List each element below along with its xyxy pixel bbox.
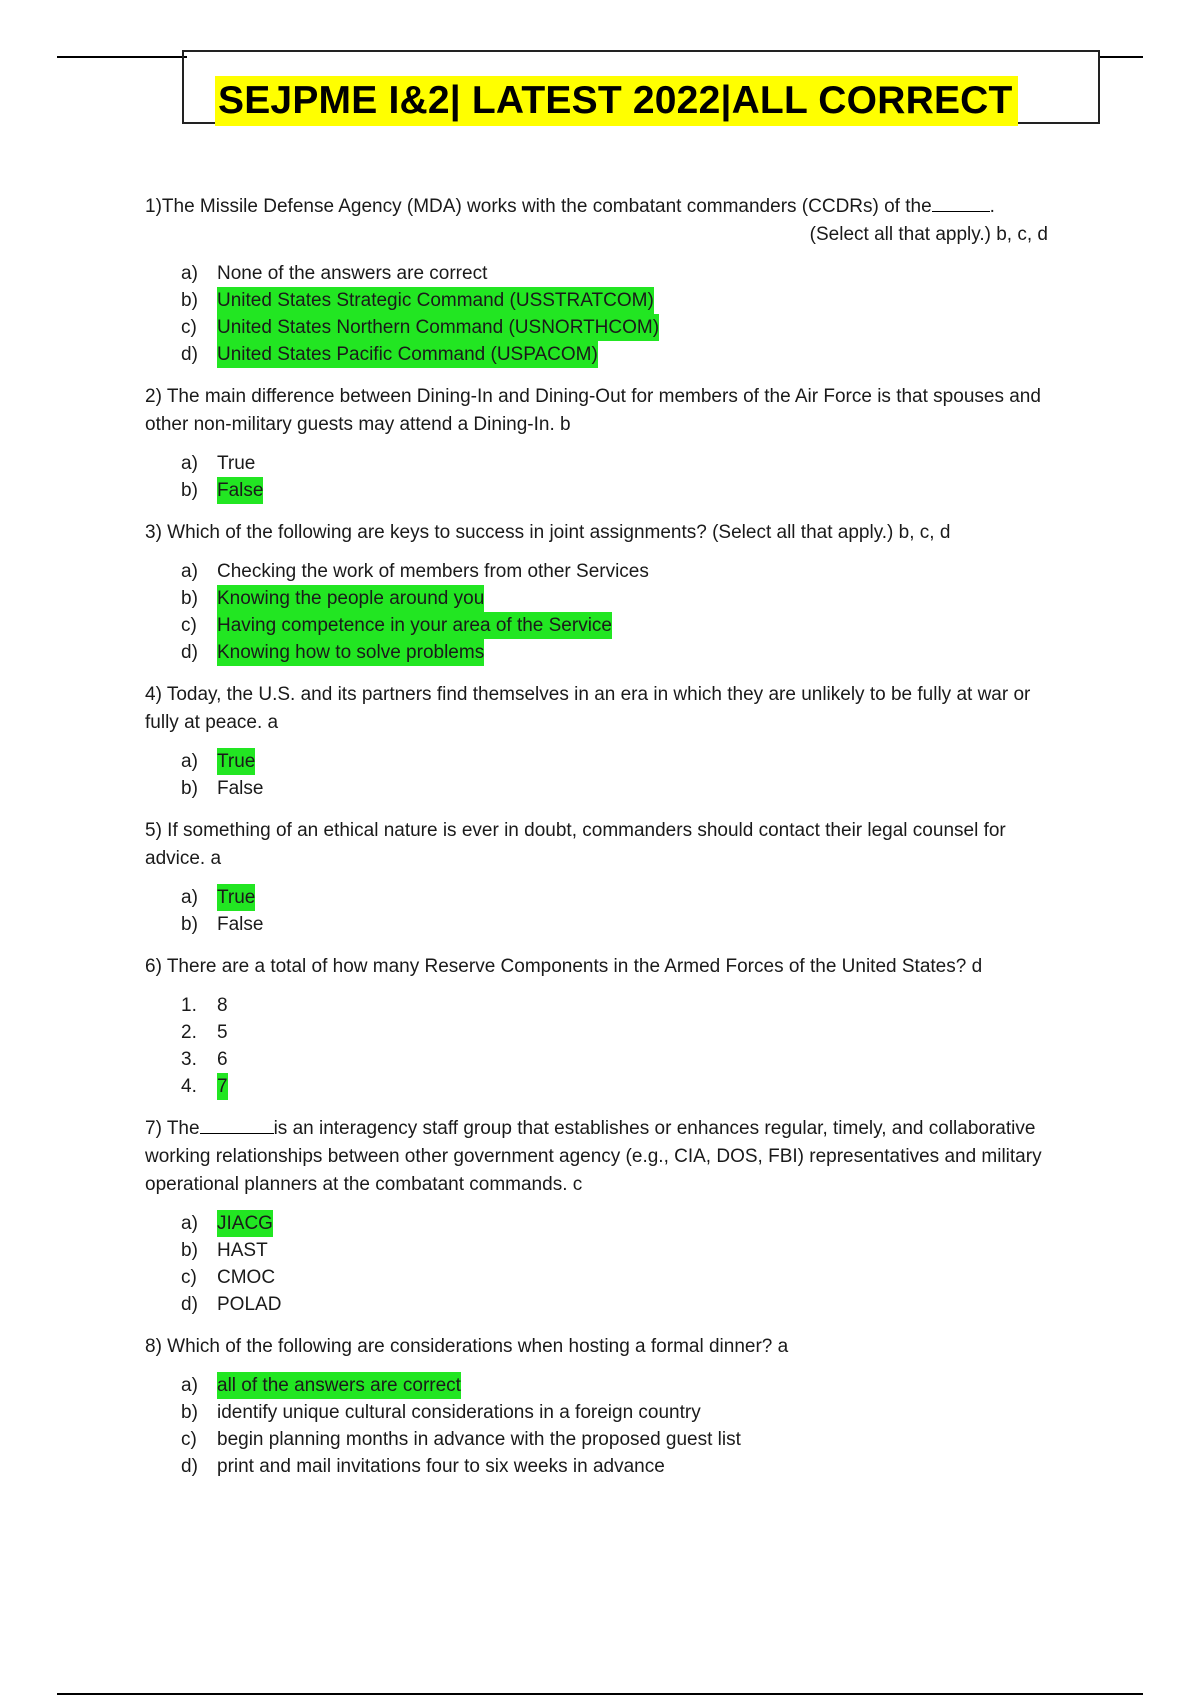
option: b) HAST: [181, 1240, 268, 1261]
option-correct: 4. 7: [181, 1073, 1050, 1100]
page-title: SEJPME I&2| LATEST 2022|ALL CORRECT: [215, 76, 1018, 126]
question-8-text: 8) Which of the following are considerations when hosting a formal dinner? a: [145, 1336, 789, 1357]
question-3-text: 3) Which of the following are keys to success in joint assignments? (Select all that apply.) b, c, d: [145, 522, 951, 543]
option-correct: a) all of the answers are correct: [181, 1372, 1050, 1399]
question-3-options: [181, 558, 1050, 666]
question-8-options: [181, 1372, 1050, 1480]
question-2: [145, 383, 1050, 504]
option-correct: b) Knowing the people around you: [181, 585, 1050, 612]
option-correct: b) United States Strategic Command (USSTRATCOM): [181, 287, 1050, 314]
question-7-text: 7) The is an interagency staff group that establishes or enhances regular, timely, and collaborative working relationships between other government agency (e.g., CIA, DOS, FBI) representatives and military operational planners at the combatant commands. c: [145, 1115, 1050, 1199]
option: 3. 6: [181, 1049, 228, 1070]
option: c) CMOC: [181, 1267, 276, 1288]
option-correct: d) United States Pacific Command (USPACOM): [181, 341, 1050, 368]
option-correct: c) Having competence in your area of the Service: [181, 612, 1050, 639]
option: b) False: [181, 914, 264, 935]
question-5-text: 5) If something of an ethical nature is ever in doubt, commanders should contact their legal counsel for advice. a: [145, 820, 1006, 869]
top-rule-right: [1100, 56, 1143, 58]
question-3: [145, 519, 1050, 666]
question-7-options: [181, 1210, 1050, 1318]
option: b) False: [181, 778, 264, 799]
option: b) identify unique cultural considerations in a foreign country: [181, 1402, 701, 1423]
option-correct: c) United States Northern Command (USNORTHCOM): [181, 314, 1050, 341]
question-1-instruction: (Select all that apply.) b, c, d: [809, 224, 1048, 245]
question-4-options: [181, 748, 1050, 802]
question-6: [145, 953, 1050, 1100]
option-correct: a) JIACG: [181, 1210, 1050, 1237]
option: c) begin planning months in advance with the proposed guest list: [181, 1429, 741, 1450]
option: 2. 5: [181, 1022, 228, 1043]
option: 1. 8: [181, 995, 228, 1016]
question-4: [145, 681, 1050, 802]
option: d) print and mail invitations four to six weeks in advance: [181, 1456, 665, 1477]
question-list: [145, 193, 1050, 1480]
option-correct: b) False: [181, 477, 1050, 504]
question-5: [145, 817, 1050, 938]
question-6-text: 6) There are a total of how many Reserve Components in the Armed Forces of the United States? d: [145, 956, 983, 977]
question-6-options: [181, 992, 1050, 1100]
question-2-text: 2) The main difference between Dining-In and Dining-Out for members of the Air Force is that spouses and other non-military guests may attend a Dining-In. b: [145, 386, 1041, 435]
option: d) POLAD: [181, 1294, 282, 1315]
question-4-text: 4) Today, the U.S. and its partners find themselves in an era in which they are unlikely to be fully at war or fully at peace. a: [145, 684, 1031, 733]
option-correct: a) True: [181, 748, 1050, 775]
question-1: [145, 193, 1050, 368]
answer-blank: [200, 1115, 274, 1134]
option: a) None of the answers are correct: [181, 263, 488, 284]
question-2-options: [181, 450, 1050, 504]
answer-blank: [932, 193, 990, 212]
question-8: [145, 1333, 1050, 1480]
question-5-options: [181, 884, 1050, 938]
bottom-rule: [57, 1693, 1143, 1695]
option: a) True: [181, 453, 256, 474]
question-1-options: [181, 260, 1050, 368]
question-1-text: 1)The Missile Defense Agency (MDA) works with the combatant commanders (CCDRs) of the .: [145, 193, 1050, 221]
option: a) Checking the work of members from other Services: [181, 561, 649, 582]
top-rule-left: [57, 56, 187, 58]
question-7: [145, 1115, 1050, 1318]
option-correct: a) True: [181, 884, 1050, 911]
option-correct: d) Knowing how to solve problems: [181, 639, 1050, 666]
